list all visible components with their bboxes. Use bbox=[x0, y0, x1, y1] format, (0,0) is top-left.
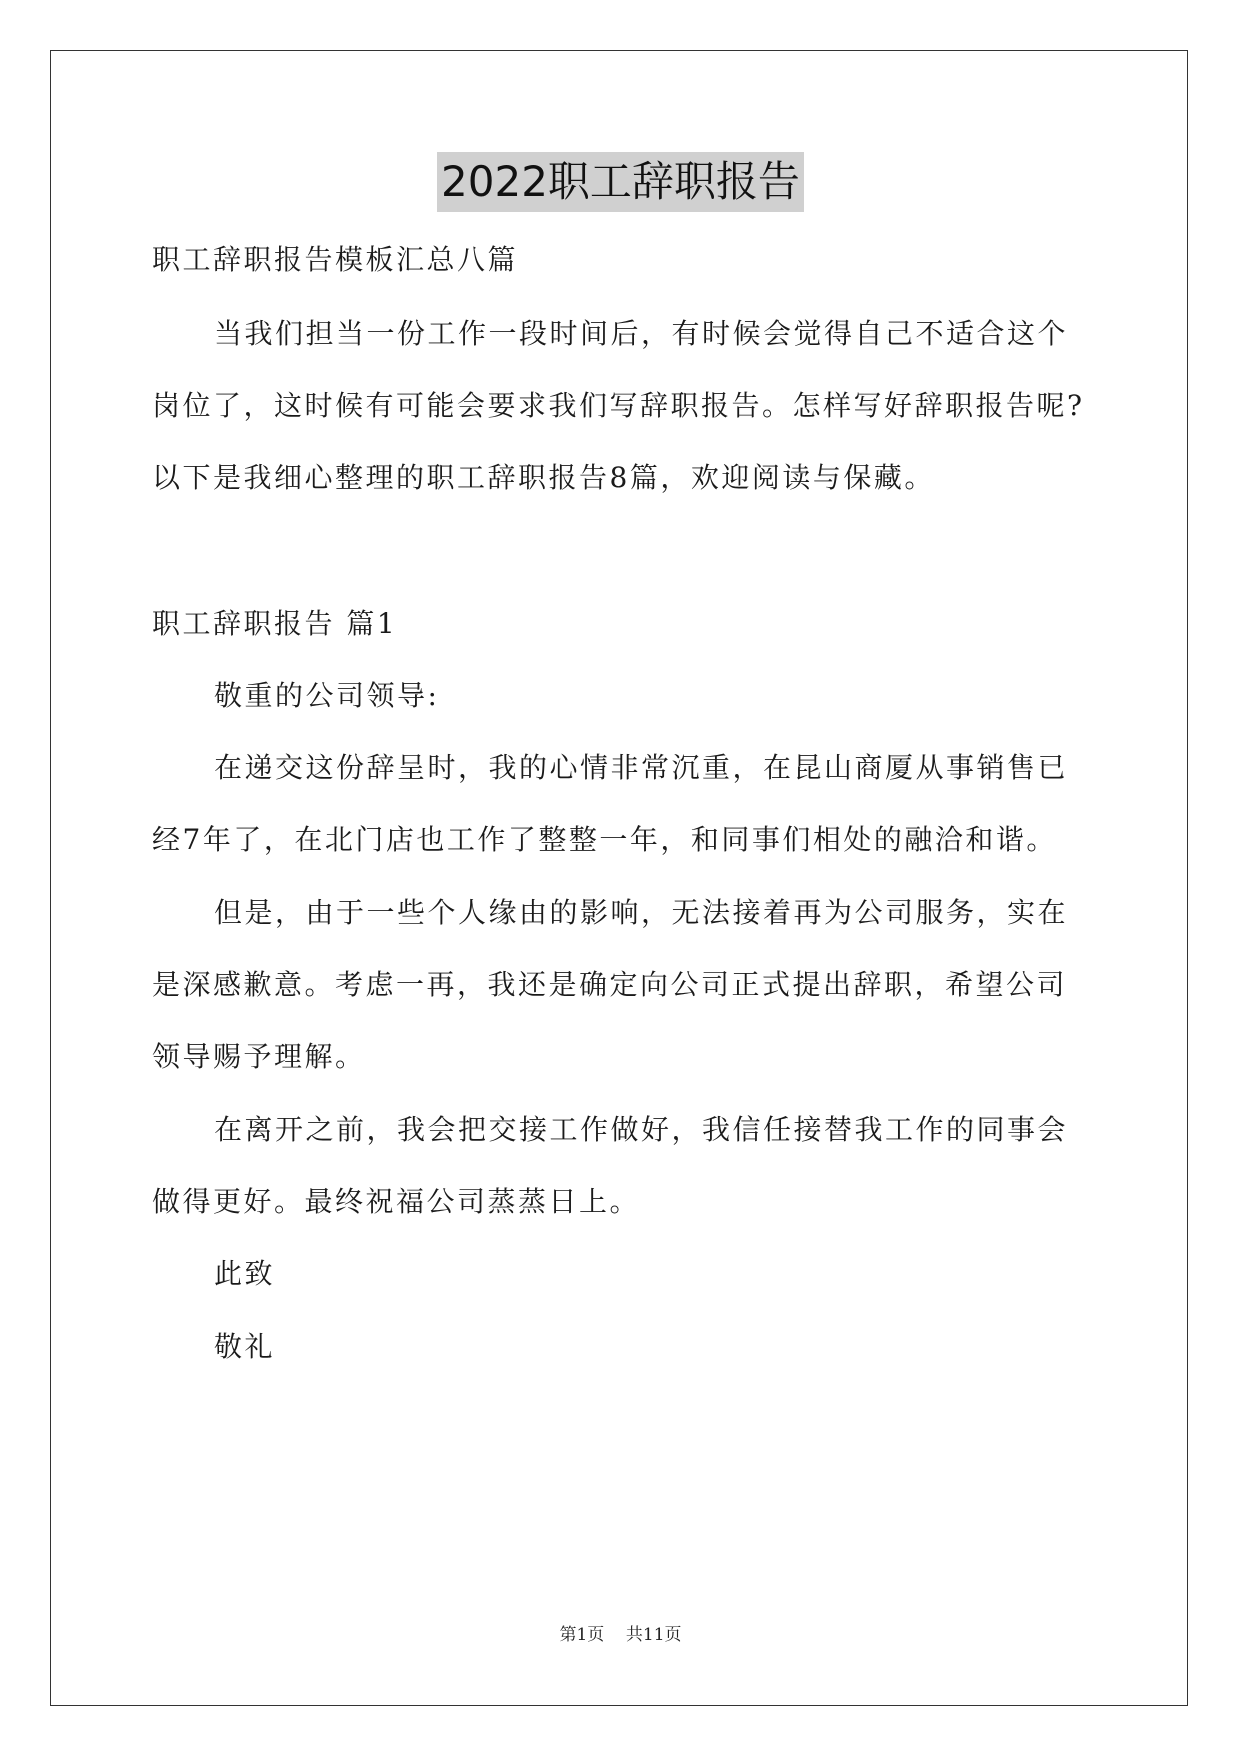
body-line: 在递交这份辞呈时，我的心情非常沉重，在昆山商厦从事销售已 bbox=[214, 751, 1069, 784]
body-line: 经7年了，在北门店也工作了整整一年，和同事们相处的融洽和谐。 bbox=[152, 823, 1057, 856]
body-line: 领导赐予理解。 bbox=[152, 1040, 366, 1073]
closing-line: 此致 bbox=[214, 1257, 276, 1290]
page-border bbox=[50, 50, 1188, 1706]
greeting: 敬重的公司领导: bbox=[214, 679, 440, 712]
document-subtitle: 职工辞职报告模板汇总八篇 bbox=[152, 243, 519, 276]
intro-line: 岗位了，这时候有可能会要求我们写辞职报告。怎样写好辞职报告呢? bbox=[152, 389, 1085, 422]
intro-line: 以下是我细心整理的职工辞职报告8篇，欢迎阅读与保藏。 bbox=[152, 461, 935, 494]
intro-line: 当我们担当一份工作一段时间后，有时候会觉得自己不适合这个 bbox=[214, 317, 1069, 350]
section-heading: 职工辞职报告 篇1 bbox=[152, 607, 398, 640]
body-line: 是深感歉意。考虑一再，我还是确定向公司正式提出辞职，希望公司 bbox=[152, 968, 1068, 1001]
body-line: 在离开之前，我会把交接工作做好，我信任接替我工作的同事会 bbox=[214, 1113, 1069, 1146]
body-line: 做得更好。最终祝福公司蒸蒸日上。 bbox=[152, 1185, 641, 1218]
closing-line: 敬礼 bbox=[214, 1330, 276, 1363]
body-line: 但是，由于一些个人缘由的影响，无法接着再为公司服务，实在 bbox=[214, 896, 1069, 929]
page-number: 第1页 共11页 bbox=[559, 1625, 682, 1645]
title-container bbox=[0, 152, 1241, 212]
document-title: 2022职工辞职报告 bbox=[437, 152, 804, 212]
